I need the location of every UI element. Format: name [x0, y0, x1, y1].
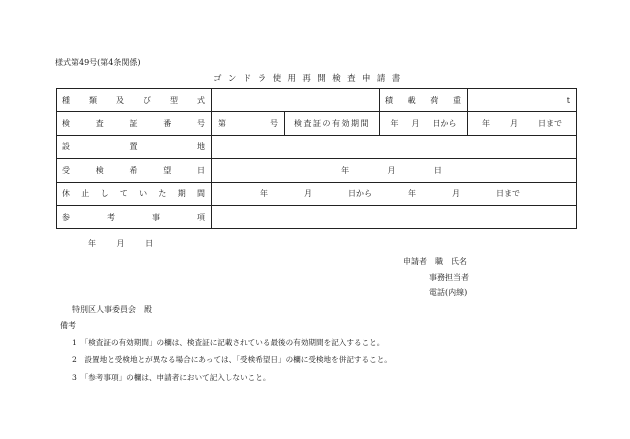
label-char: 止 — [81, 189, 90, 199]
label-char: 地 — [197, 142, 205, 152]
note-item: 2 設置地と受検地とが異なる場合にあっては、「受検希望日」の欄に受検地を併記すること。 — [72, 355, 392, 364]
label-char: 式 — [197, 95, 205, 105]
desired-date-field[interactable] — [212, 159, 577, 182]
load-value-field[interactable] — [468, 89, 577, 112]
date-part: 年 — [482, 119, 490, 129]
label-char: 査 — [95, 119, 104, 129]
label-char: い — [139, 189, 148, 199]
label-char: 受 — [62, 165, 70, 175]
row-suspended — [57, 182, 577, 205]
form-title: ゴンドラ使用再開検査申請書 — [213, 74, 407, 84]
validity-to — [468, 118, 576, 129]
row-type — [57, 89, 577, 112]
date-part: 月 — [387, 165, 396, 175]
suspended-parts — [212, 188, 576, 199]
label-char: 事 — [152, 212, 160, 222]
date-part: 月 — [411, 119, 420, 129]
date-part: 日から — [432, 119, 457, 129]
label-char: 期 — [177, 189, 186, 199]
date-part: 月 — [510, 119, 518, 129]
label-char: 番 — [163, 119, 172, 129]
type-value-field[interactable] — [212, 89, 380, 112]
label-char: 間 — [196, 189, 205, 199]
label-char: 項 — [197, 212, 205, 222]
row-desired-date — [57, 159, 577, 182]
label-suspended — [57, 188, 211, 199]
label-char: び — [143, 95, 151, 105]
label-char: 設 — [62, 142, 70, 152]
applicant-name: 申請者 職 氏名 — [403, 257, 467, 266]
label-char: 置 — [129, 142, 138, 152]
validity-from-field[interactable] — [380, 112, 468, 135]
application-date: 年 月 日 — [88, 239, 154, 248]
label-char: 載 — [407, 95, 416, 105]
label-char: 考 — [107, 212, 115, 222]
label-char: 検 — [62, 119, 70, 129]
label-remarks — [57, 212, 211, 223]
phone-extension: 電話(内線) — [429, 288, 468, 297]
desired-date-parts — [212, 165, 576, 176]
label-cert-number — [57, 118, 211, 129]
label-char: 積 — [385, 95, 393, 105]
label-char: て — [119, 189, 128, 199]
label-char: た — [158, 189, 167, 199]
row-remarks — [57, 205, 577, 228]
remarks-field[interactable] — [212, 205, 577, 228]
label-char: 号 — [197, 119, 205, 129]
date-part: 年 — [390, 119, 399, 129]
validity-to-field[interactable] — [468, 112, 577, 135]
label-char: し — [100, 189, 109, 199]
label-char: 種 — [62, 95, 70, 105]
staff-in-charge: 事務担当者 — [429, 273, 469, 282]
date-part: 月 — [452, 189, 460, 199]
label-cert-validity: 検査証の有効期間 — [294, 119, 370, 129]
note-item: 3 「参考事項」の欄は、申請者において記入しないこと。 — [72, 373, 271, 382]
location-field[interactable] — [212, 135, 577, 158]
addressee: 特別区人事委員会 殿 — [72, 305, 152, 314]
label-char: 参 — [62, 212, 70, 222]
row-location — [57, 135, 577, 158]
label-char: 類 — [89, 95, 97, 105]
validity-from — [380, 118, 467, 129]
label-char: 型 — [170, 95, 178, 105]
label-char: 証 — [129, 119, 138, 129]
label-char: 日 — [197, 165, 205, 175]
label-char: 荷 — [430, 95, 439, 105]
label-char: 重 — [452, 95, 461, 105]
label-location — [57, 141, 211, 152]
label-desired-date — [57, 165, 211, 176]
date-part: 年 — [341, 165, 350, 175]
label-char: 望 — [163, 165, 172, 175]
suspended-field[interactable] — [212, 182, 577, 205]
date-part: 年 — [260, 189, 268, 199]
label-load — [380, 95, 467, 106]
label-char: 検 — [95, 165, 104, 175]
date-part: 日 — [433, 165, 442, 175]
cert-number-suffix: 号 — [270, 119, 278, 129]
date-part: 日まで — [496, 189, 520, 199]
form-number: 様式第49号(第4条関係) — [55, 58, 141, 67]
date-part: 日から — [348, 189, 372, 199]
label-char: 希 — [129, 165, 138, 175]
row-certificate — [57, 112, 577, 135]
application-table — [56, 88, 577, 229]
label-char: 休 — [62, 189, 70, 199]
label-type — [57, 95, 211, 106]
note-item: 1 「検査証の有効期間」の欄は、検査証に記載されている最後の有効期間を記入すること。 — [72, 338, 385, 347]
date-part: 月 — [304, 189, 312, 199]
date-part: 日まで — [538, 119, 562, 129]
cert-number-prefix: 第 — [218, 119, 226, 129]
notes-heading: 備考 — [60, 321, 76, 330]
label-char: 及 — [116, 95, 124, 105]
date-part: 年 — [408, 189, 416, 199]
cert-number-field[interactable] — [212, 112, 285, 135]
load-unit: t — [566, 95, 570, 105]
